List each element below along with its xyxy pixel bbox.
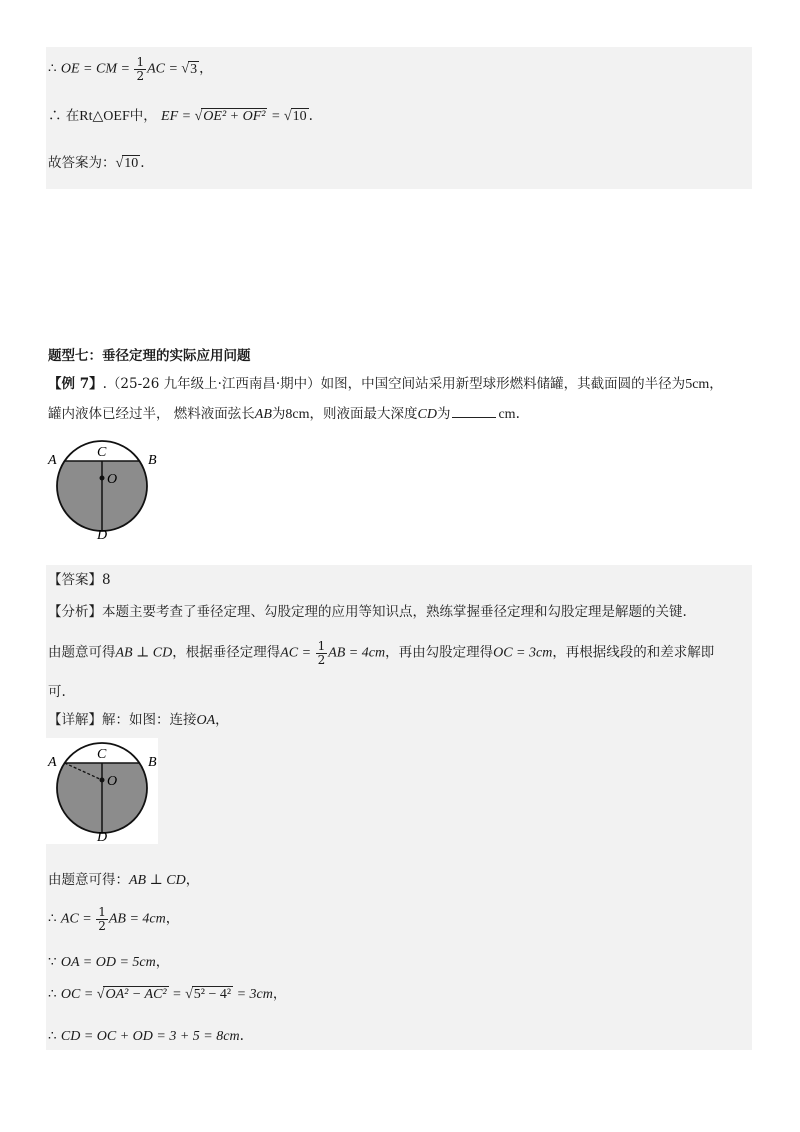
label-d: D bbox=[97, 830, 108, 845]
center-point bbox=[100, 476, 105, 481]
section-heading: 题型七：垂径定理的实际应用问题 bbox=[48, 348, 251, 364]
answer-line: 【答案】8 bbox=[48, 572, 111, 588]
detail-line: 【详解】解：如图：连接OA， bbox=[48, 712, 229, 728]
answer-blank bbox=[452, 407, 496, 418]
label-c: C bbox=[97, 747, 107, 762]
center-point bbox=[100, 778, 105, 783]
label-o: O bbox=[107, 774, 118, 789]
solution-line-2: ∴ AC = $\frac{1}{2}$ AB = 4cm， bbox=[48, 905, 180, 933]
question-line-1: 【例 7】.（25-26 九年级上·江西南昌·期中）如图，中国空间站采用新型球形燃料储罐，其截面圆的半径为5cm， bbox=[48, 376, 723, 392]
solution-line-5: ∴ CD = OC + OD = 3 + 5 = 8cm. bbox=[48, 1028, 244, 1044]
tank-cross-section-figure bbox=[44, 440, 174, 540]
solution-line-3: ∵ OA = OD = 5cm， bbox=[48, 954, 170, 970]
label-a: A bbox=[48, 755, 57, 770]
label-b: B bbox=[148, 453, 157, 468]
analysis-line: 【分析】本题主要考查了垂径定理、勾股定理的应用等知识点，熟练掌握垂径定理和勾股定理是解题的关键. bbox=[48, 604, 687, 620]
analysis-end-line: 可. bbox=[48, 684, 66, 700]
label-o: O bbox=[107, 472, 118, 487]
question-line-2: 罐内液体已经过半， 燃料液面弦长AB为8cm，则液面最大深度CD为 cm. bbox=[48, 406, 520, 422]
label-d: D bbox=[97, 528, 108, 540]
line-final-answer: 故答案为：√10 . bbox=[48, 155, 145, 171]
fraction-half: $\frac{1}{2}$ bbox=[98, 905, 106, 933]
tank-cross-section-figure-with-oa bbox=[44, 742, 174, 848]
line-ef-value: ∴ 在Rt△OEF中， EF = √OE² + OF² = √10 . bbox=[48, 108, 313, 124]
line-oe-cm: ∴ OE = CM = $\frac{1}{2}$ AC = √3 ， bbox=[48, 55, 213, 83]
fraction-half: $\frac{1}{2}$ bbox=[317, 639, 326, 667]
label-a: A bbox=[48, 453, 57, 468]
fraction-half: $\frac{1}{2}$ bbox=[136, 55, 145, 83]
label-b: B bbox=[148, 755, 157, 770]
analysis-detail-line: 由题意可得AB ⊥ CD，根据垂径定理得AC = $\frac{1}{2}$ AB = 4cm，再由勾股定理得OC = 3cm，再根据线段的和差求解即 bbox=[48, 639, 715, 667]
solution-line-4: ∴ OC = √OA² − AC² = √5² − 4² = 3cm， bbox=[48, 986, 287, 1002]
solution-line-1: 由题意可得：AB ⊥ CD， bbox=[48, 872, 200, 888]
label-c: C bbox=[97, 445, 107, 460]
